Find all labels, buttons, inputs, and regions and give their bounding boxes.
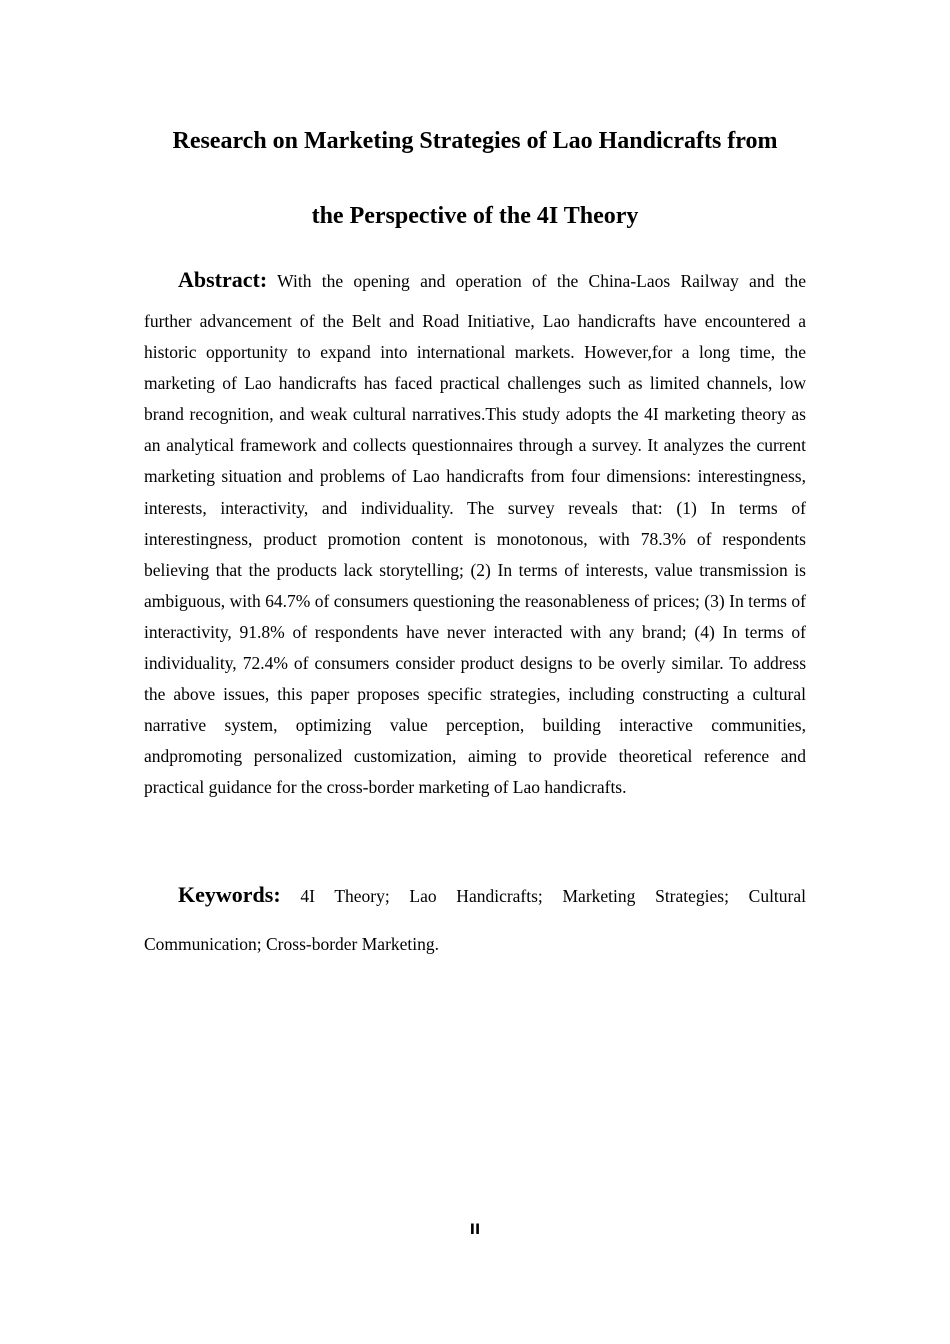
abstract-first-line bbox=[144, 264, 806, 306]
paper-title-line-2: the Perspective of the 4I Theory bbox=[311, 203, 639, 229]
page-number: II bbox=[469, 1222, 481, 1238]
keywords-label: Keywords: bbox=[178, 882, 281, 907]
abstract-label: Abstract: bbox=[178, 267, 268, 292]
abstract-body: further advancement of the Belt and Road Initiative, Lao handicrafts have encountered a historic opportunity to expand into international markets. However,for a long time, the marketing of Lao handicrafts has faced practical challenges such as limited channels, low brand recognition, and weak cultural narratives.This study adopts the 4I marketing theory as an analytical framework and collects questionnaires through a survey. It analyzes the current marketing situation and problems of Lao handicrafts from four dimensions: interestingness, interests, interactivity, and individuality. The survey reveals that: (1) In terms of interestingness, product promotion content is monotonous, with 78.3% of respondents believing that the products lack storytelling; (2) In terms of interests, value transmission is ambiguous, with 64.7% of consumers questioning the reasonableness of prices; (3) In terms of interactivity, 91.8% of respondents have never interacted with any brand; (4) In terms of individuality, 72.4% of consumers consider product designs to be overly similar. To address the above issues, this paper proposes specific strategies, including constructing a cultural narrative system, optimizing value perception, building interactive communities, andpromoting personalized customization, aiming to provide theoretical reference and practical guidance for the cross-border marketing of Lao handicrafts. bbox=[144, 311, 806, 798]
keywords-second-line: Communication; Cross-border Marketing. bbox=[144, 934, 440, 954]
keywords-first-line-text: 4I Theory; Lao Handicrafts; Marketing Strategies; Cultural bbox=[300, 886, 807, 906]
abstract-section bbox=[144, 264, 806, 804]
abstract-first-line-text: With the opening and operation of the China-Laos Railway and the bbox=[277, 271, 806, 291]
paper-title-line-1: Research on Marketing Strategies of Lao Handicrafts from bbox=[172, 128, 778, 154]
keywords-first-line bbox=[144, 879, 806, 912]
